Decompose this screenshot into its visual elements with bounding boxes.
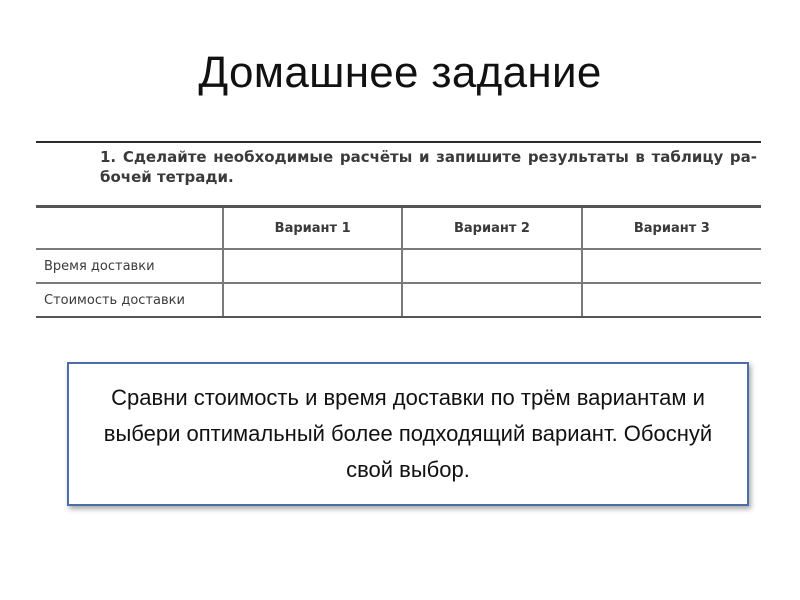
table-header-variant-1: Вариант 1: [223, 207, 402, 250]
table-header-empty: [36, 207, 223, 250]
instruction-box: [67, 362, 749, 506]
row-label-delivery-time: Время доставки: [36, 249, 223, 283]
task-text: Сделайте необходимые расчёты и запишите результаты в таблицу ра-бочей тетради.: [100, 148, 757, 186]
page-title: Домашнее задание: [198, 48, 602, 97]
table-cell: [223, 283, 402, 317]
divider: [36, 141, 761, 143]
table-row: [36, 249, 761, 283]
table-row: [36, 283, 761, 317]
table-cell: [582, 249, 761, 283]
table-header-variant-3: Вариант 3: [582, 207, 761, 250]
results-table: [36, 205, 761, 318]
task-block: [36, 141, 761, 187]
table-cell: [402, 283, 581, 317]
instruction-text: Сравни стоимость и время доставки по трём вариантам и выбери оптимальный более подходящий вариант. Обоснуй свой выбор.: [103, 385, 713, 482]
row-label-delivery-cost: Стоимость доставки: [36, 283, 223, 317]
table-cell: [582, 283, 761, 317]
table-cell: [223, 249, 402, 283]
task-number: 1.: [100, 148, 117, 166]
table-header-row: [36, 207, 761, 250]
table-header-variant-2: Вариант 2: [402, 207, 581, 250]
table-cell: [402, 249, 581, 283]
task-statement: [36, 147, 761, 187]
